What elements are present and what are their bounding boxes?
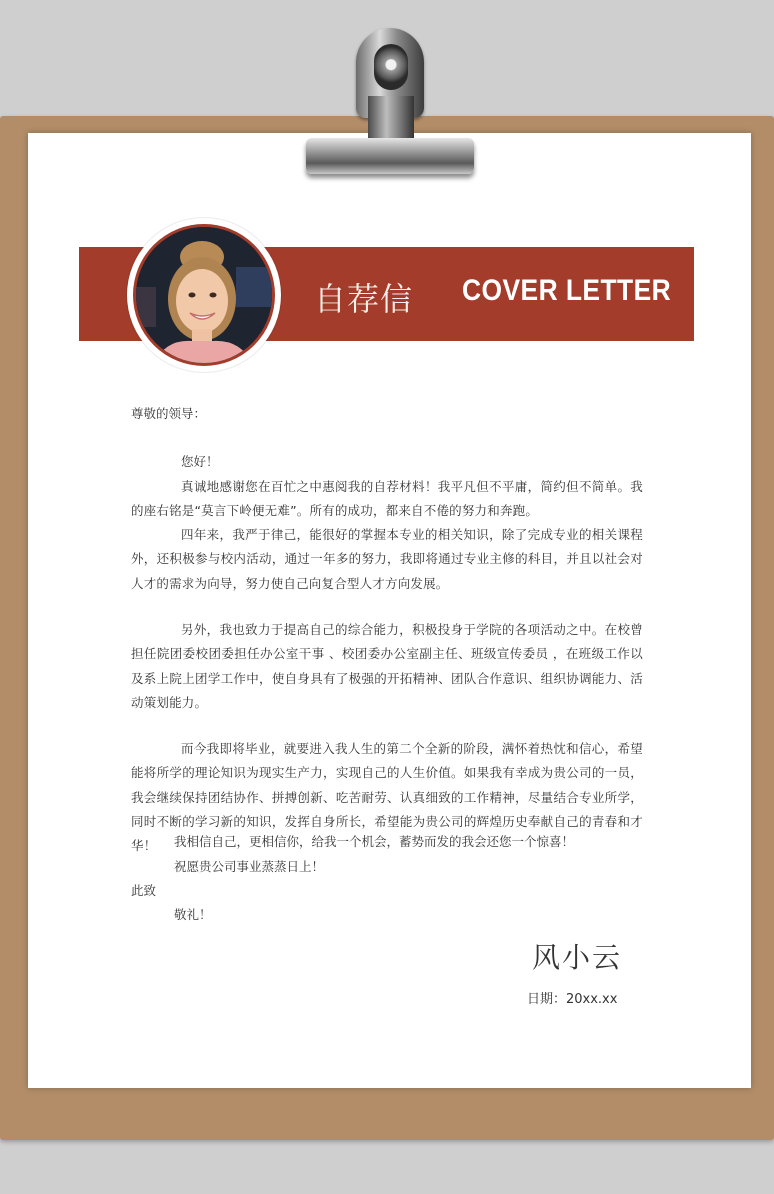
salutation: 尊敬的领导： bbox=[131, 406, 207, 421]
paragraph-1: 真诚地感谢您在百忙之中惠阅我的自荐材料！我平凡但不平庸，简约但不简单。我的座右铭是“莫言下岭便无难”。所有的成功，都来自不倦的努力和奔跑。 bbox=[131, 479, 643, 519]
paragraph-2: 四年来，我严于律己，能很好的掌握本专业的相关知识，除了完成专业的相关课程外，还积极参与校内活动，通过一年多的努力，我即将通过专业主修的科目，并且以社会对人才的需求为向导，努力使自己向复合型人才方向发展。 bbox=[131, 527, 643, 591]
title-chinese: 自荐信 bbox=[314, 280, 414, 318]
avatar bbox=[133, 224, 275, 366]
signature: 风小云 bbox=[532, 941, 623, 974]
closing-cizhi: 此致 bbox=[131, 883, 157, 898]
closing-jingli: 敬礼！ bbox=[174, 907, 212, 922]
portrait-illustration bbox=[136, 227, 272, 363]
closing-line-2: 祝愿贵公司事业蒸蒸日上！ bbox=[174, 859, 325, 874]
greeting: 您好！ bbox=[181, 454, 219, 469]
paragraph-4: 而今我即将毕业，就要进入我人生的第二个全新的阶段，满怀着热忱和信心，希望能将所学的理论知识为现实生产力，实现自己的人生价值。如果我有幸成为贵公司的一员，我会继续保持团结协作、拼搏创新、吃苦耐劳、认真细致的工作精神，尽量结合专业所学，同时不断的学习新的知识，发挥自身所长，希望能为贵公司的辉煌历史奉献自己的青春和才华！ bbox=[131, 741, 643, 854]
binder-clip-hole bbox=[374, 44, 408, 90]
closing-line-1: 我相信自己，更相信你，给我一个机会，蓄势而发的我会还您一个惊喜！ bbox=[174, 834, 575, 849]
date: 日期：20xx.xx bbox=[527, 992, 618, 1007]
paragraph-3: 另外，我也致力于提高自己的综合能力，积极投身于学院的各项活动之中。在校曾担任院团委校团委担任办公室干事 、校团委办公室副主任、班级宣传委员 ，在班级工作以及系上院上团学工作中，使自身具有了极强的开拓精神、团队合作意识、组织协调能力、活动策划能力。 bbox=[131, 622, 643, 710]
title-english: COVER LETTER bbox=[462, 274, 672, 307]
binder-clip-neck bbox=[368, 96, 414, 144]
binder-clip-base bbox=[306, 138, 474, 174]
